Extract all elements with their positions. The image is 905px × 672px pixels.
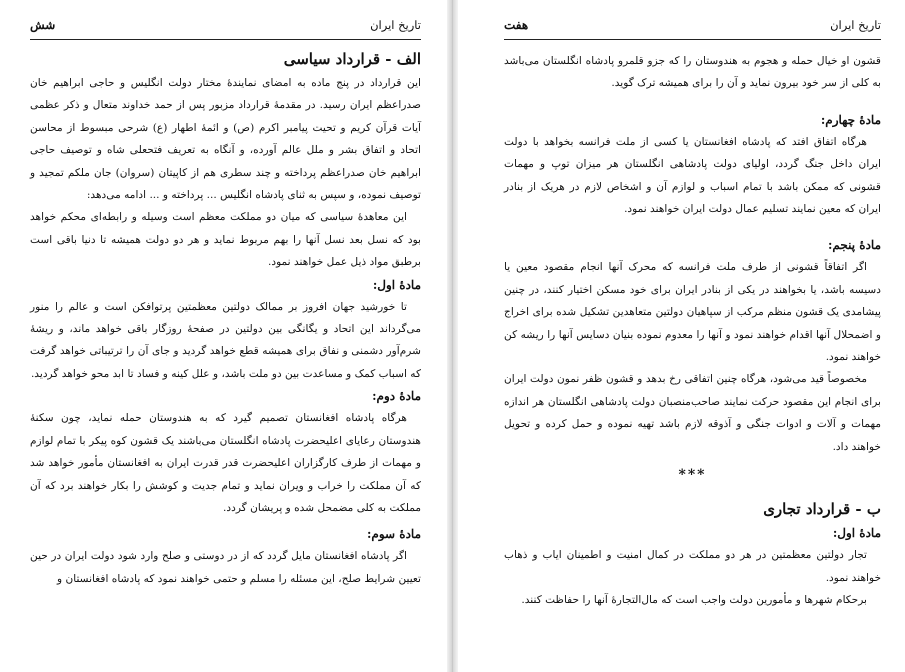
paragraph-intro: این قرارداد در پنج ماده به امضای نمایندهٔ مختار دولت انگلیس و حاجی ابراهیم خان صدراعظم ایران رسید. در مقدمهٔ قرارداد مزبور پس از حمد خداوند متعال و ذکر عظمی آیات قرآن کریم و تحیت پیامبر اکرم (ص) و ائمهٔ اطهار (ع) شرحی مبسوط از محاسن اتحاد و اتفاق بشر و ملل عالم آورده، و آنگاه به تعریف فتحعلی شاه و توصیف حاجی ابراهیم خان صدراعظم پرداخته و چند سطری هم از کاپیتان (سروان) جان ملکم تمجید و توصیف نموده، و سپس به ثنای پادشاه انگلیس ... پرداخته و ... ادامه می‌دهد:: [30, 77, 421, 202]
article-3-text: اگر پادشاه افغانستان مایل گردد که از در دوستی و صلح وارد شود دولت ایران در حین تعیین شرایط صلح، این مسئله را مسلم و حتمی خواهند نمود که پادشاه افغانستان و: [30, 550, 421, 585]
article-3-title: مادهٔ سوم:: [366, 527, 421, 542]
page-number: شش: [30, 18, 56, 32]
article-5-title: مادهٔ پنجم:: [827, 238, 881, 253]
book-gutter: [447, 0, 458, 672]
trade-article-1-text: تجار دولتین معظمتین در هر دو مملکت در کمال امنیت و اطمینان ایاب و ذهاب خواهند نمود.: [504, 549, 881, 584]
right-page-body: [504, 50, 881, 611]
right-page: [458, 0, 905, 672]
paragraph-intro-2: این معاهدهٔ سیاسی که میان دو مملکت معظم است وسیله و رابطه‌ای محکم خواهد بود که نسل بعد نسل آنها را بهم مربوط نماید و هر دو دولت همیشه تا دنیا باقی است برطبق مواد ذیل عمل خواهند نمود.: [30, 211, 421, 269]
article-5-text: اگر اتفاقاً قشونی از طرف ملت فرانسه که محرک آنها انجام مقصود معین یا دسیسه باشد، یا بخواهند در یکی از بنادر ایران برای خود مسکن اختیار کنند، در چنین پیشامدی یک قشون منظم مرکب از سپاهیان دولتین متعاهدین تشکیل شده برای اخراج و اضمحلال آنها اقدام خواهند نمود و آنها را معدوم نموده بنیان دسایس آنها را ریشه کن خواهند نمود.: [504, 261, 881, 364]
running-title: تاریخ ایران: [370, 18, 421, 32]
left-page-body: [30, 46, 421, 590]
article-5-text-2: مخصوصاً قید می‌شود، هرگاه چنین اتفاقی رخ بدهد و قشون ظفر نمون دولت ایران برای انجام این مقصود حرکت نمایند صاحب‌منصبان دولت پادشاهی انگلستان هر اندازه مهمات و آلات و ادوات جنگی و آذوقه لازم باشد تهیه نموده و حمل کرده و تحویل خواهند داد.: [504, 373, 881, 453]
article-4-title: مادهٔ چهارم:: [820, 112, 881, 127]
section-title-trade: ب - قرارداد تجاری: [763, 500, 881, 519]
section-title-political: الف - قرارداد سیاسی: [283, 50, 421, 68]
section-separator: ***: [678, 467, 707, 484]
page-number: هفت: [504, 18, 529, 32]
running-title: تاریخ ایران: [830, 18, 881, 32]
article-2-text: هرگاه پادشاه افغانستان تصمیم گیرد که به هندوستان حمله نماید، چون سکنهٔ هندوستان رعایای اعلیحضرت پادشاه انگلستان می‌باشند یک قشون کوه پیکر با تمام لوازم و مهمات از طرف کارگزاران اعلیحضرت قدر قدرت ایران به افغانستان مأمور خواهد شد که آن مملکت را خراب و ویران نماید و تمام جدیت و کوشش را بکار خواهند برد که آن مملکت به کلی مضمحل شده و پریشان گردد.: [30, 412, 421, 514]
article-1-text: تا خورشید جهان افروز بر ممالک دولتین معظمتین پرتوافکن است و عالم را منور می‌گرداند این اتحاد و یگانگی بین دولتین در صفحهٔ روزگار باقی خواهد ماند، و ریشهٔ شرم‌آور دشمنی و نفاق برای همیشه قطع خواهد گردید و جای آن را ترتیباتی خواهد گرفت که اسباب کمک و مساعدت بین دو ملت باشد، و علل کینه و فساد تا ابد محو خواهد گردید.: [30, 300, 421, 380]
trade-article-1-title: مادهٔ اول:: [832, 526, 881, 541]
trade-article-1-text-2: برحکام شهرها و مأمورین دولت واجب است که مال‌التجارهٔ آنها را حفاظت کنند.: [521, 593, 867, 606]
paragraph-continuation: قشون او خیال حمله و هجوم به هندوستان را که جزو قلمرو پادشاه انگلستان می‌باشد به کلی از سر خود بیرون نماید و آن را برای همیشه ترک گوید.: [504, 55, 881, 90]
left-page: [0, 0, 447, 672]
article-2-title: مادهٔ دوم:: [372, 389, 421, 404]
right-page-header: [504, 18, 881, 40]
article-1-title: مادهٔ اول:: [372, 277, 421, 292]
left-page-header: [30, 18, 421, 40]
article-4-text: هرگاه اتفاق افتد که پادشاه افغانستان یا کسی از ملت فرانسه بخواهد با دولت ایران داخل جنگ گردد، اولیای دولت پادشاهی انگلستان هر میزان توپ و مهمات قشونی که ممکن باشد با تمام اسباب و لوازم آن و اشخاص لازم در هریک از بنادر ایران که معین نمایند تسلیم عمال دولت ایران خواهند نمود.: [504, 135, 881, 216]
